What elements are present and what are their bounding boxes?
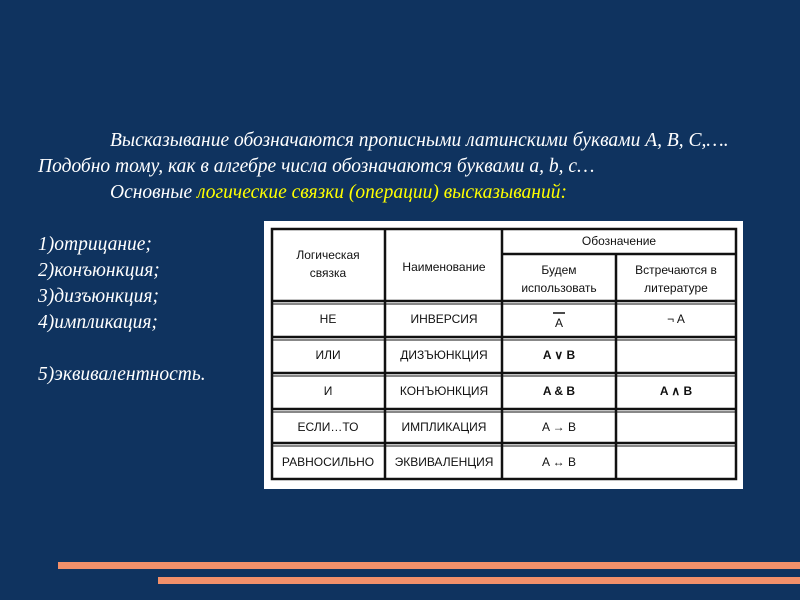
list-item: 5)эквивалентность. [38, 364, 206, 385]
row-use: A & B [542, 384, 576, 398]
header-connective-1: Логическая [296, 248, 360, 262]
row-name: ДИЗЪЮНКЦИЯ [400, 348, 488, 362]
header-use-2: использовать [521, 281, 597, 295]
row-lit: ¬ A [667, 312, 685, 326]
logic-table [264, 221, 743, 489]
row-name: ЭКВИВАЛЕНЦИЯ [394, 455, 494, 469]
logic-table-grid [264, 221, 743, 489]
row-use: A ∨ B [542, 348, 576, 362]
row-use: A → B [541, 420, 577, 434]
row-connective: НЕ [319, 312, 337, 326]
row-lit: A ∧ B [659, 384, 693, 398]
header-lit-1: Встречаются в [635, 263, 717, 277]
list-item: 2)конъюнкция; [38, 260, 160, 281]
row-use: A [554, 316, 564, 330]
list-item: 3)дизъюнкция; [38, 286, 159, 307]
decor-stripe-top [58, 562, 800, 569]
list-item: 4)импликация; [38, 312, 158, 333]
row-name: ИМПЛИКАЦИЯ [401, 420, 487, 434]
connectives-intro [38, 180, 738, 206]
definition-paragraph: Высказывание обозначаются прописными латинскими буквами A, B, C,…. Подобно тому, как в алгебре числа обозначаются буквами a, b, c… [38, 130, 729, 177]
row-name: КОНЪЮНКЦИЯ [399, 384, 489, 398]
row-name: ИНВЕРСИЯ [410, 312, 478, 326]
list-item: 1)отрицание; [38, 234, 152, 255]
intro-prefix: Основные [110, 182, 198, 203]
row-connective: РАВНОСИЛЬНО [281, 455, 375, 469]
intro-highlight: логические связки (операции) высказываний: [197, 182, 567, 203]
header-lit-2: литературе [644, 281, 708, 295]
header-name: Наименование [402, 260, 486, 274]
row-use: A ↔ B [541, 455, 577, 469]
row-connective: ЕСЛИ…ТО [297, 420, 359, 434]
header-notation: Обозначение [581, 234, 657, 248]
decor-stripe-bottom [158, 577, 800, 584]
row-connective: И [323, 384, 333, 398]
header-use-1: Будем [541, 263, 577, 277]
header-connective-2: связка [309, 266, 347, 280]
row-connective: ИЛИ [315, 348, 341, 362]
